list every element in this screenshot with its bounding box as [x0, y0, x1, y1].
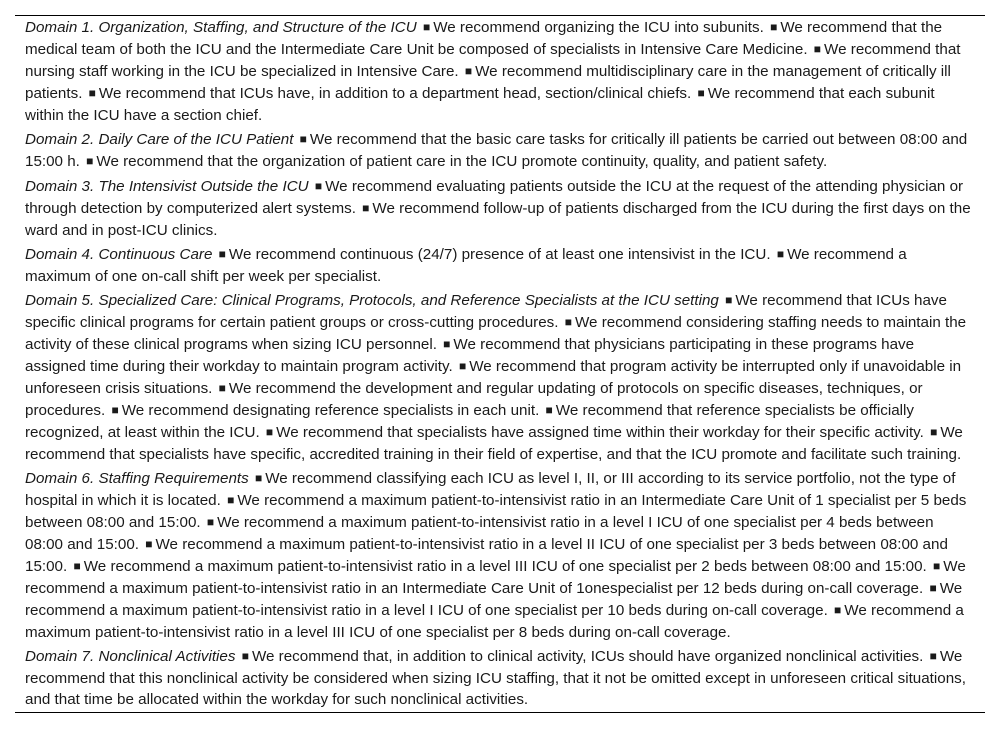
square-bullet-icon: ■	[206, 515, 215, 529]
domain-row	[15, 289, 985, 467]
square-bullet-icon: ■	[145, 537, 153, 551]
square-bullet-icon: ■	[73, 559, 81, 573]
recommendation-text: We recommend a maximum patient-to-intensivist ratio in an Intermediate Care Unit of 1 specialist per 5 beds between 08:00 and 15:00.	[25, 492, 967, 531]
square-bullet-icon: ■	[813, 42, 822, 56]
square-bullet-icon: ■	[443, 337, 451, 351]
square-bullet-icon: ■	[464, 64, 473, 78]
square-bullet-icon: ■	[697, 86, 705, 100]
square-bullet-icon: ■	[86, 154, 94, 168]
recommendation-text: We recommend that physicians participating in these programs have assigned time during their workday to maintain program activity.	[25, 336, 915, 375]
recommendation-text: We recommend a maximum patient-to-intensivist ratio in a level I ICU of one specialist per 10 beds during on-call coverage.	[25, 580, 963, 619]
square-bullet-icon: ■	[930, 425, 938, 439]
recommendation-text: We recommend a maximum patient-to-intensivist ratio in an Intermediate Care Unit of 1onespecialist per 12 beds during on-call coverage.	[25, 558, 966, 597]
recommendation-text: We recommend that the medical team of both the ICU and the Intermediate Care Unit be composed of specialists in Intensive Care Medicine.	[25, 19, 943, 58]
square-bullet-icon: ■	[111, 403, 119, 417]
square-bullet-icon: ■	[218, 381, 226, 395]
recommendation-text: We recommend that program activity be interrupted only if unavoidable in unforeseen crisis situations.	[25, 358, 962, 397]
recommendation-text: We recommend that ICUs have specific clinical programs for certain patient groups or cross-cutting procedures.	[25, 292, 947, 331]
square-bullet-icon: ■	[265, 425, 274, 439]
domain-title: Domain 4. Continuous Care	[25, 246, 213, 263]
recommendation-text: We recommend that, in addition to clinical activity, ICUs should have organized nonclinical activities.	[251, 648, 924, 665]
domain-row	[15, 175, 985, 243]
recommendation-text: We recommend a maximum patient-to-intensivist ratio in a level I ICU of one specialist per 4 beds between 08:00 and 15:00.	[25, 514, 934, 553]
square-bullet-icon: ■	[241, 649, 249, 663]
square-bullet-icon: ■	[314, 179, 323, 193]
square-bullet-icon: ■	[770, 20, 778, 34]
recommendation-text: We recommend considering staffing needs to maintain the activity of these clinical programs when sizing ICU personnel.	[25, 314, 967, 353]
square-bullet-icon: ■	[929, 649, 937, 663]
recommendation-text: We recommend that ICUs have, in addition to a department head, section/clinical chiefs.	[98, 85, 692, 102]
recommendation-text: We recommend that nursing staff working in the ICU be specialized in Intensive Care.	[25, 41, 961, 80]
recommendation-text: We recommend designating reference specialists in each unit.	[121, 402, 540, 419]
square-bullet-icon: ■	[254, 471, 263, 485]
square-bullet-icon: ■	[362, 201, 370, 215]
square-bullet-icon: ■	[218, 247, 226, 261]
domain-title: Domain 7. Nonclinical Activities	[25, 648, 236, 665]
recommendation-text: We recommend a maximum patient-to-intensivist ratio in a level III ICU of one specialist per 2 beds between 08:00 and 15:00.	[83, 558, 927, 575]
square-bullet-icon: ■	[227, 493, 235, 507]
recommendation-text: We recommend multidisciplinary care in the management of critically ill patients.	[25, 63, 951, 102]
square-bullet-icon: ■	[834, 603, 842, 617]
domain-title: Domain 5. Specialized Care: Clinical Programs, Protocols, and Reference Specialists at the ICU setting	[25, 292, 719, 309]
domain-title: Domain 2. Daily Care of the ICU Patient	[25, 131, 294, 148]
domain-title: Domain 3. The Intensivist Outside the ICU	[25, 178, 309, 195]
square-bullet-icon: ■	[933, 559, 941, 573]
recommendation-text: We recommend follow-up of patients discharged from the ICU during the first days on the ward and in post-ICU clinics.	[25, 200, 971, 239]
recommendation-text: We recommend that this nonclinical activity be considered when sizing ICU staffing, that it not be omitted except in unforeseen critical situations, and that time be allocated within the workday for such nonclinical activities.	[25, 648, 966, 708]
square-bullet-icon: ■	[422, 20, 431, 34]
domain-row	[15, 243, 985, 289]
recommendation-text: We recommend that each subunit within the ICU have a section chief.	[25, 85, 935, 124]
recommendation-text: We recommend a maximum of one on-call shift per week per specialist.	[25, 246, 907, 285]
square-bullet-icon: ■	[929, 581, 937, 595]
square-bullet-icon: ■	[564, 315, 572, 329]
recommendation-text: We recommend that specialists have specific, accredited training in their field of expertise, and that the ICU promote and facilitate such training.	[25, 424, 963, 463]
domain-title: Domain 6. Staffing Requirements	[25, 470, 249, 487]
recommendation-text: We recommend organizing the ICU into subunits.	[433, 19, 764, 36]
square-bullet-icon: ■	[545, 403, 553, 417]
domain-row	[15, 128, 985, 175]
recommendations-table	[15, 15, 985, 713]
recommendation-text: We recommend a maximum patient-to-intensivist ratio in a level II ICU of one specialist per 3 beds between 08:00 and 15:00.	[25, 536, 948, 575]
recommendation-text: We recommend that the organization of patient care in the ICU promote continuity, quality, and patient safety.	[96, 153, 828, 170]
recommendation-text: We recommend classifying each ICU as level I, II, or III according to its service portfolio, not the type of hospital in which it is located.	[25, 470, 956, 509]
square-bullet-icon: ■	[88, 86, 96, 100]
domain-row	[15, 467, 985, 645]
square-bullet-icon: ■	[458, 359, 467, 373]
recommendation-text: We recommend that the basic care tasks for critically ill patients be carried out between 08:00 and 15:00 h.	[25, 131, 968, 170]
square-bullet-icon: ■	[299, 132, 307, 146]
recommendation-text: We recommend the development and regular updating of protocols on specific diseases, techniques, or procedures.	[25, 380, 923, 419]
recommendation-text: We recommend that reference specialists be officially recognized, at least within the ICU.	[25, 402, 914, 441]
recommendation-text: We recommend a maximum patient-to-intensivist ratio in a level III ICU of one specialist per 8 beds during on-call coverage.	[25, 602, 964, 641]
recommendation-text: We recommend evaluating patients outside the ICU at the request of the attending physician or through detection by computerized alert systems.	[25, 178, 964, 217]
domain-title: Domain 1. Organization, Staffing, and Structure of the ICU	[25, 19, 417, 36]
recommendation-text: We recommend continuous (24/7) presence of at least one intensivist in the ICU.	[228, 246, 771, 263]
square-bullet-icon: ■	[725, 293, 733, 307]
square-bullet-icon: ■	[776, 247, 785, 261]
recommendation-text: We recommend that specialists have assigned time within their workday for their specific activity.	[276, 424, 924, 441]
domain-row	[15, 645, 985, 712]
domain-row	[15, 16, 985, 128]
